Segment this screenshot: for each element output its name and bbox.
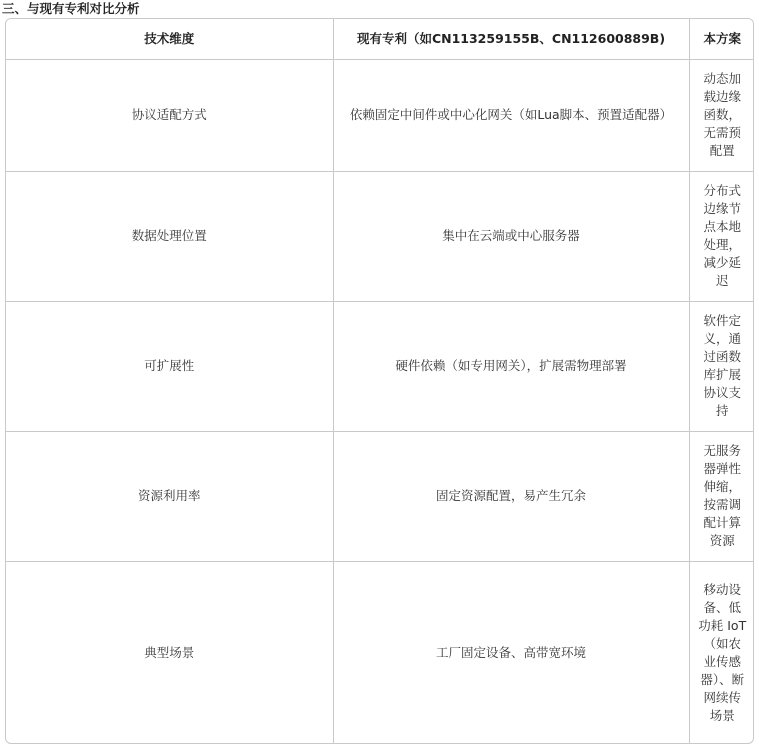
header-dimension: 技术维度 — [6, 19, 333, 59]
cell-existing: 硬件依赖（如专用网关），扩展需物理部署 — [333, 301, 689, 431]
header-this-solution: 本方案 — [689, 19, 754, 59]
cell-solution: 无服务器弹性伸缩，按需调配计算资源 — [689, 431, 754, 561]
table-row — [6, 171, 754, 301]
cell-solution: 分布式边缘节点本地处理，减少延迟 — [689, 171, 754, 301]
table-header-row — [6, 19, 754, 59]
table-row — [6, 561, 754, 744]
cell-existing: 工厂固定设备、高带宽环境 — [333, 561, 689, 744]
cell-solution: 软件定义，通过函数库扩展协议支持 — [689, 301, 754, 431]
cell-dimension: 数据处理位置 — [6, 171, 333, 301]
table-row — [6, 59, 754, 171]
cell-existing: 固定资源配置，易产生冗余 — [333, 431, 689, 561]
comparison-table — [5, 18, 754, 744]
table-row — [6, 301, 754, 431]
cell-dimension: 典型场景 — [6, 561, 333, 744]
cell-existing: 集中在云端或中心服务器 — [333, 171, 689, 301]
cell-existing: 依赖固定中间件或中心化网关（如Lua脚本、预置适配器） — [333, 59, 689, 171]
table-row — [6, 431, 754, 561]
cell-solution: 动态加载边缘函数，无需预配置 — [689, 59, 754, 171]
comparison-table-grid — [6, 19, 754, 744]
cell-dimension: 资源利用率 — [6, 431, 333, 561]
header-existing-patents: 现有专利（如CN113259155B、CN112600889B) — [333, 19, 689, 59]
section-title: 三、与现有专利对比分析 — [2, 1, 140, 16]
cell-dimension: 协议适配方式 — [6, 59, 333, 171]
cell-solution: 移动设备、低功耗 IoT（如农业传感器）、断网续传场景 — [689, 561, 754, 744]
cell-dimension: 可扩展性 — [6, 301, 333, 431]
